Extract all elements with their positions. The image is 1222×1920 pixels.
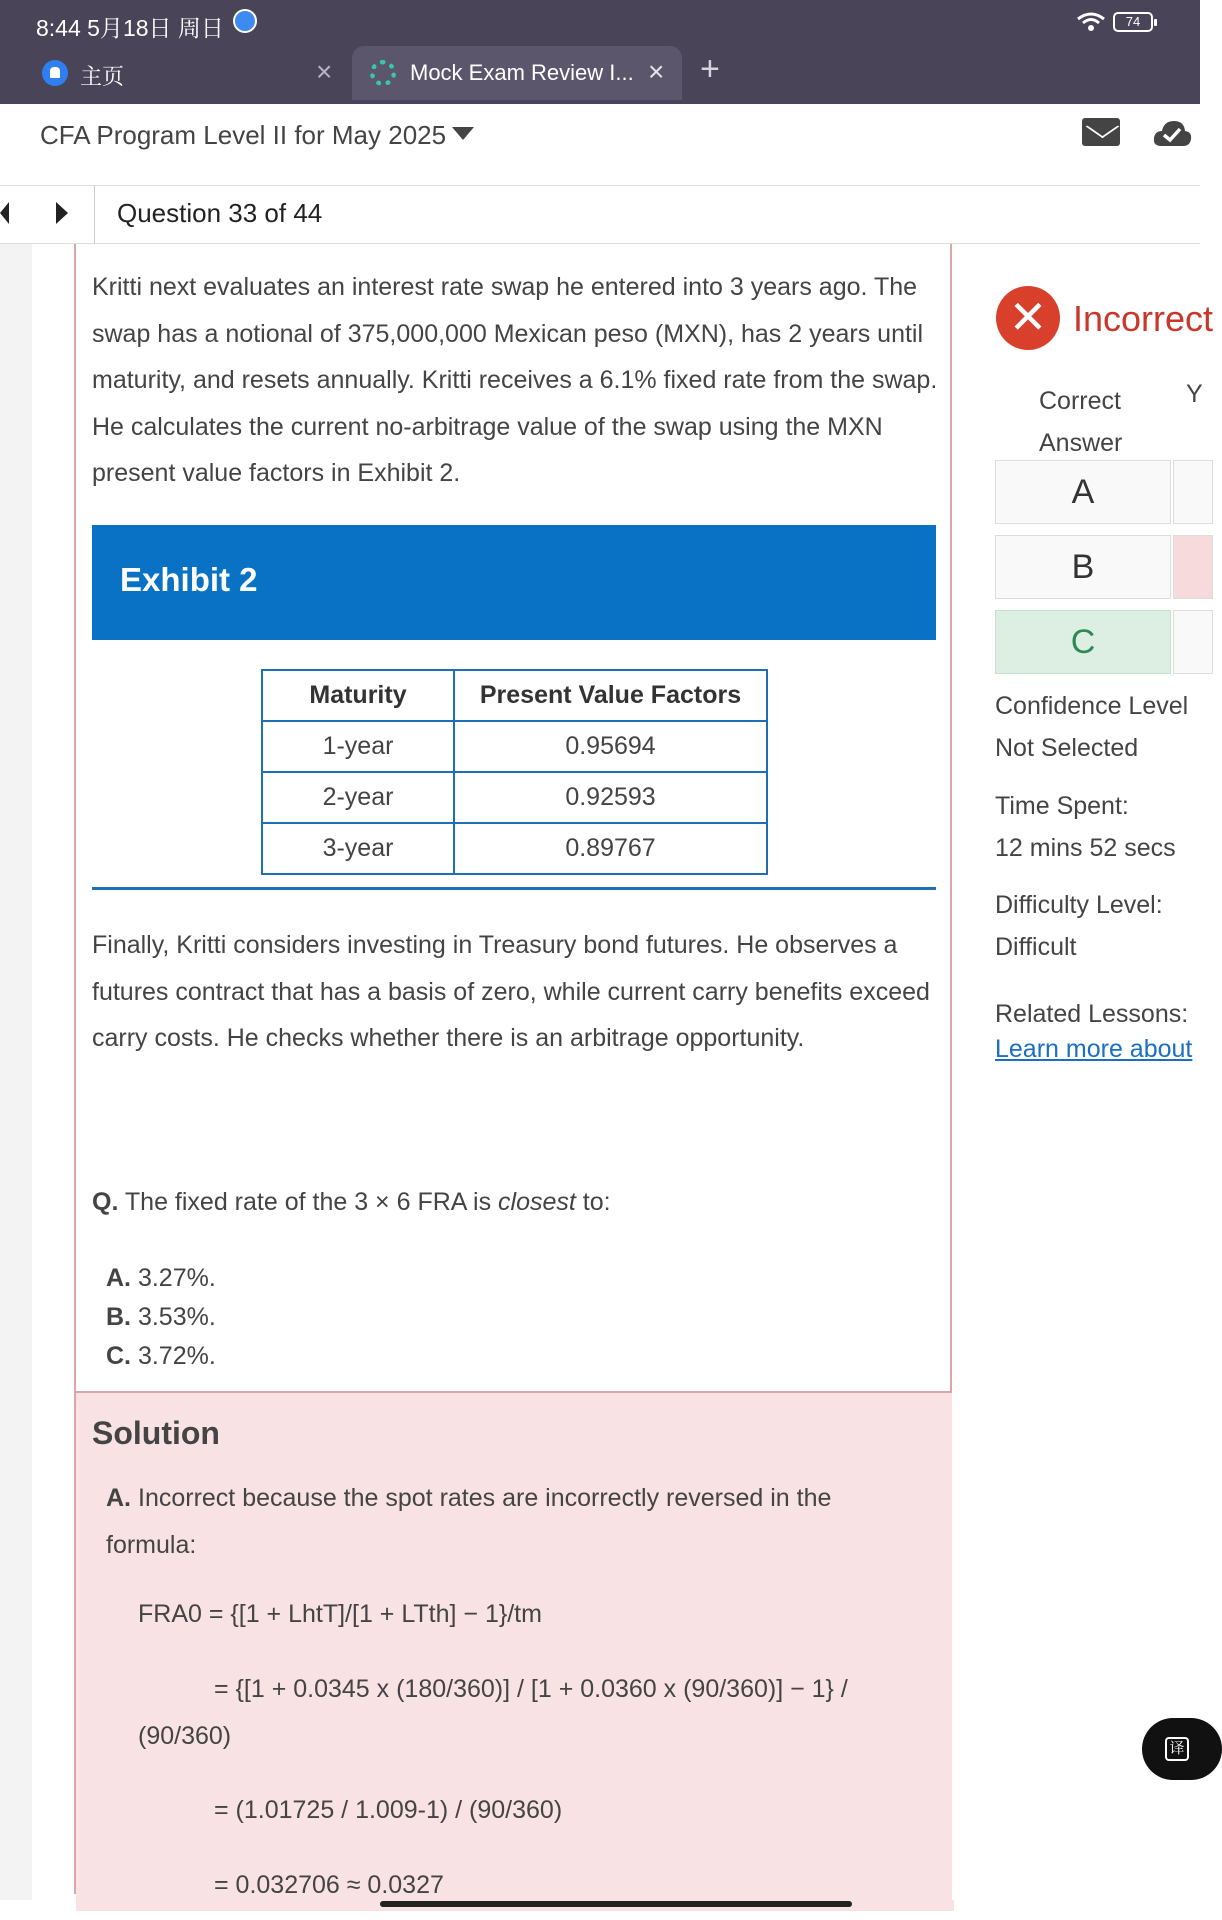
wifi-icon xyxy=(1076,12,1106,32)
formula-line: = 0.032706 ≈ 0.0327 xyxy=(214,1871,444,1899)
home-indicator[interactable] xyxy=(380,1901,852,1907)
close-icon[interactable]: × xyxy=(316,56,333,87)
close-icon[interactable]: × xyxy=(648,56,665,87)
column-header: Maturity xyxy=(262,670,454,721)
your-answer-cell-c xyxy=(1173,610,1213,674)
status-app-icon xyxy=(233,9,257,33)
option-b[interactable] xyxy=(106,1298,216,1337)
left-gutter xyxy=(0,244,32,1900)
tab-mock-exam-label: Mock Exam Review I... xyxy=(410,60,634,85)
pv-factor-cell: 0.89767 xyxy=(454,823,767,874)
exhibit-title: Exhibit 2 xyxy=(120,561,258,598)
pv-factor-cell: 0.92593 xyxy=(454,772,767,823)
chevron-down-icon xyxy=(452,127,474,140)
next-arrow-icon[interactable] xyxy=(56,202,68,224)
table-row xyxy=(262,721,767,772)
option-text: 3.72%. xyxy=(137,1342,216,1370)
option-a[interactable] xyxy=(106,1259,216,1298)
related-lessons-label: Related Lessons: xyxy=(995,1000,1189,1028)
question-panel xyxy=(74,244,952,1899)
browser-chrome xyxy=(0,0,1200,104)
exhibit-banner xyxy=(92,525,936,640)
option-letter: A. xyxy=(106,1264,131,1292)
related-lesson-link[interactable]: Learn more about xyxy=(995,1035,1193,1063)
option-text: 3.53%. xyxy=(137,1303,216,1331)
translate-icon: 译 xyxy=(1165,1737,1189,1761)
maturity-cell: 1-year xyxy=(262,721,454,772)
course-title: CFA Program Level II for May 2025 xyxy=(40,120,447,150)
time-info xyxy=(995,785,1176,869)
table-row xyxy=(262,823,767,874)
cloud-check-icon[interactable] xyxy=(1152,118,1192,148)
correct-answer-header: Correct Answer xyxy=(1039,387,1123,457)
present-value-table xyxy=(261,669,768,875)
question-prefix: Q. xyxy=(92,1188,119,1216)
formula-line: = (1.01725 / 1.009-1) / (90/360) xyxy=(214,1796,563,1824)
question-counter: Question 33 of 44 xyxy=(117,198,323,228)
battery-indicator: 74 xyxy=(1113,12,1153,32)
status-time: 8:44 5月18日 周日 xyxy=(36,15,224,41)
answer-cell-b: B xyxy=(995,535,1171,599)
your-answer-header: Y xyxy=(1186,380,1203,408)
difficulty-label: Difficulty Level: xyxy=(995,891,1163,919)
column-header: Present Value Factors xyxy=(454,670,767,721)
solution-heading: Solution xyxy=(92,1415,220,1451)
results-panel xyxy=(952,244,1214,1900)
option-letter: C. xyxy=(106,1342,131,1370)
site-favicon-icon xyxy=(370,60,396,86)
translate-button[interactable] xyxy=(1142,1718,1222,1780)
table-row xyxy=(262,772,767,823)
difficulty-info xyxy=(995,884,1163,968)
mail-icon[interactable] xyxy=(1082,118,1120,146)
your-answer-cell-b xyxy=(1173,535,1213,599)
solution-text: Incorrect because the spot rates are incorrectly reversed in the formula: xyxy=(106,1484,832,1559)
table-header-row xyxy=(262,670,767,721)
option-c[interactable] xyxy=(106,1337,216,1376)
formula-line: FRA0 = {[1 + LhtT]/[1 + LTth] − 1}/tm xyxy=(138,1600,542,1628)
app-header xyxy=(0,104,1200,186)
pv-factor-cell: 0.95694 xyxy=(454,721,767,772)
vignette-paragraph-1: Kritti next evaluates an interest rate swap he entered into 3 years ago. The swap has a notional of 375,000,000 Mexican peso (MXN), has 2 years until maturity, and resets annually. Kritti receives a 6.1% fixed rate from the swap. He calculates the current no-arbitrage value of the swap using the MXN present value factors in Exhibit 2. xyxy=(92,273,938,487)
formula-line: = {[1 + 0.0345 x (180/360)] / [1 + 0.0360 x (90/360)] − 1} / (90/360) xyxy=(138,1675,848,1750)
nav-divider xyxy=(94,186,95,244)
status-bar xyxy=(0,0,1200,44)
incorrect-x-icon: ✕ xyxy=(996,286,1060,350)
answer-cell-a: A xyxy=(995,460,1171,524)
difficulty-value: Difficult xyxy=(995,933,1077,961)
time-label: Time Spent: xyxy=(995,792,1129,820)
time-value: 12 mins 52 secs xyxy=(995,834,1176,862)
tab-mock-exam[interactable] xyxy=(352,46,682,100)
question-navigation xyxy=(0,186,1200,244)
answer-options xyxy=(106,1259,216,1376)
answer-cell-c: C xyxy=(995,610,1171,674)
result-status: Incorrect xyxy=(1073,298,1214,339)
tab-home-label: 主页 xyxy=(80,64,125,89)
question-text-after: to: xyxy=(575,1188,611,1216)
option-letter: B. xyxy=(106,1303,131,1331)
option-text: 3.27%. xyxy=(137,1264,216,1292)
course-selector[interactable] xyxy=(40,120,474,151)
solution-option-a xyxy=(106,1475,926,1568)
exhibit-divider xyxy=(92,887,936,890)
new-tab-plus-icon[interactable]: + xyxy=(700,50,720,88)
tab-home[interactable] xyxy=(28,46,348,100)
your-answer-cell-a xyxy=(1173,460,1213,524)
confidence-value: Not Selected xyxy=(995,734,1139,762)
solution-panel xyxy=(76,1391,954,1911)
previous-arrow-icon[interactable] xyxy=(0,202,9,224)
confidence-info xyxy=(995,685,1188,769)
maturity-cell: 2-year xyxy=(262,772,454,823)
question-emphasis: closest xyxy=(498,1188,576,1216)
vignette-paragraph-2: Finally, Kritti considers investing in Treasury bond futures. He observes a futures contract that has a basis of zero, while current carry benefits exceed carry costs. He checks whether there is an arbitrage opportunity. xyxy=(92,931,930,1052)
solution-letter: A. xyxy=(106,1484,131,1512)
question-stem xyxy=(92,1188,611,1217)
home-icon xyxy=(42,60,68,86)
maturity-cell: 3-year xyxy=(262,823,454,874)
confidence-label: Confidence Level xyxy=(995,692,1189,720)
question-text-before: The fixed rate of the 3 × 6 FRA is xyxy=(124,1188,499,1216)
